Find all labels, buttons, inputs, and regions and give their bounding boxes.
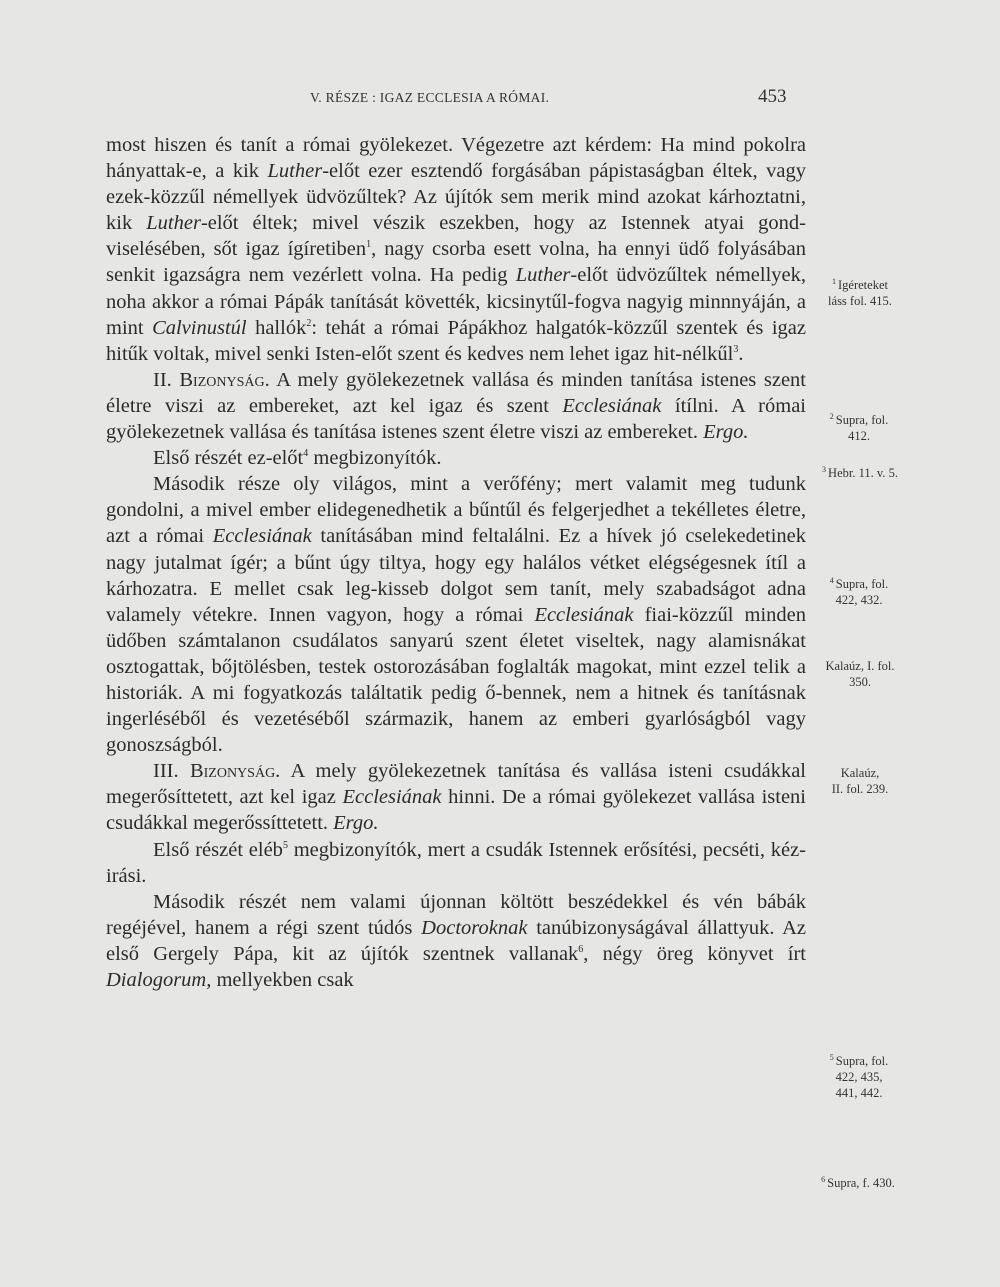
footnote-ref-2: 2 bbox=[306, 317, 312, 329]
text-run: megbizonyítók. bbox=[308, 447, 442, 470]
paragraph-3 bbox=[106, 445, 806, 471]
note-line: Supra, fol. bbox=[835, 577, 889, 592]
note-line: 422, 432. bbox=[835, 593, 883, 608]
note-line: láss fol. 415. bbox=[828, 294, 892, 309]
italic-name: Calvinustúl bbox=[152, 316, 247, 339]
text-run: Második része oly világos, mint a verőfény; mert valamit meg tudunk gondolni, a mivel ember elidegenedhetik a bűntűl és felgerjedhet a tekélletes életre, azt a római bbox=[106, 473, 806, 548]
note-line: Supra, fol. bbox=[835, 413, 889, 428]
note-number: 4 bbox=[829, 576, 834, 585]
text-run: , négy öreg könyvet írt bbox=[583, 942, 806, 965]
text-run: hinni. De a római gyölekezet vallása isteni csudákkal megerőssíttetett. bbox=[106, 786, 806, 835]
section-heading: III. Bizonyság. bbox=[153, 760, 281, 783]
italic-name: Luther bbox=[146, 212, 201, 235]
paragraph-6 bbox=[106, 837, 806, 889]
text-run: -előt üdvözűltek némellyek, noha akkor a római Pápák tanítását követték, kicsinytűl-fogva nagyig minnnyáján, a mint bbox=[106, 264, 806, 339]
italic-term: Ergo. bbox=[333, 812, 379, 835]
section-heading: II. Bizonyság. bbox=[153, 368, 270, 391]
italic-term: Ecclesiának bbox=[562, 394, 662, 417]
text-run: A mely gyölekezetnek tanítása és vallása isteni csudákkal megerősíttetett, azt kel igaz bbox=[106, 760, 806, 809]
note-line: 422, 435, bbox=[835, 1070, 883, 1085]
note-line: 412. bbox=[848, 429, 870, 444]
paragraph-5 bbox=[106, 758, 806, 836]
main-text bbox=[106, 132, 806, 993]
note-line: II. fol. 239. bbox=[831, 782, 889, 796]
note-line: Supra, fol. bbox=[835, 1054, 889, 1069]
note-line: 350. bbox=[849, 675, 871, 689]
paragraph-4 bbox=[106, 471, 806, 758]
footnote-ref-1: 1 bbox=[366, 239, 372, 251]
footnote-ref-6: 6 bbox=[578, 944, 584, 956]
text-run: A mely gyölekezetnek vallása és minden tanítása istenes szent életre viszi az embereket, azt kel igaz és szent bbox=[106, 368, 806, 417]
note-number: 2 bbox=[829, 412, 834, 421]
margin-note-kalauz-1 bbox=[812, 658, 908, 690]
paragraph-2 bbox=[106, 367, 806, 445]
text-run: tanúbizonyságával állattyuk. Az első Gergely Pápa, kit az újítók szentnek vallanak bbox=[106, 916, 807, 965]
note-number: 1 bbox=[832, 277, 837, 286]
italic-name: Luther bbox=[267, 160, 323, 183]
text-run: most hiszen és tanít a római gyölekezet. Végezetre azt kérdem: Ha mind pokolra hányattak-e, a kik bbox=[106, 134, 806, 183]
text-run: hallók bbox=[246, 316, 307, 339]
margin-note-5 bbox=[814, 1050, 904, 1101]
text-run: . bbox=[738, 342, 744, 365]
text-run: : tehát a római Pápákhoz halgatók-közzűl szentek és igaz hitűk voltak, mivel senki Isten-előt szent és kedves nem lehet igaz hit-nélkűl bbox=[106, 316, 806, 365]
paragraph-1 bbox=[106, 132, 806, 367]
note-line: Supra, f. 430. bbox=[827, 1176, 895, 1191]
italic-name: Luther bbox=[515, 264, 571, 287]
note-line: Hebr. 11. v. 5. bbox=[828, 466, 898, 481]
margin-note-2 bbox=[814, 409, 904, 444]
text-run: ítílni. A római gyölekezetnek vallása és tanítása istenes szent életre viszi az embereket. bbox=[106, 394, 807, 444]
note-line: Kalaúz, I. fol. bbox=[825, 659, 895, 673]
margin-note-6 bbox=[808, 1172, 908, 1191]
footnote-ref-5: 5 bbox=[282, 839, 288, 851]
paragraph-7 bbox=[106, 889, 806, 993]
italic-term: Ecclesiának bbox=[212, 525, 312, 548]
margin-note-4 bbox=[814, 573, 904, 608]
note-number: 3 bbox=[822, 465, 827, 474]
margin-note-3 bbox=[812, 462, 908, 481]
page-number: 453 bbox=[758, 86, 787, 107]
italic-term: Dialogorum, bbox=[106, 969, 212, 991]
footnote-ref-3: 3 bbox=[733, 343, 739, 355]
note-line: Igéreteket bbox=[838, 278, 888, 293]
text-run: mellyekben csak bbox=[211, 969, 354, 991]
text-run: megbizonyítók, mert a csudák Istennek erősítési, pecséti, kéz-irási. bbox=[106, 838, 807, 887]
note-number: 6 bbox=[821, 1175, 826, 1184]
italic-term: Ergo. bbox=[703, 421, 749, 444]
italic-term: Ecclesiának bbox=[534, 603, 634, 626]
italic-term: Ecclesiának bbox=[342, 786, 442, 809]
text-run: fiai-közzűl minden üdőben számtalanon csudálatos sanyarú szent életet viseltek, nagy alamisnákat osztogattak, bőjtölésben, testek ostorozásában foglalták magokat, mint ezzel telik a historiák. A mi fogyatkozás találtatik pedig ő-bennek, nem a hitnek és tanításnak ingerléséből és vezetéséből származik, hanem az emberi gyarlóságból vagy gonoszságból. bbox=[106, 603, 806, 757]
running-head: V. RÉSZE : IGAZ ECCLESIA A RÓMAI. bbox=[310, 90, 550, 105]
italic-term: Doctoroknak bbox=[421, 916, 528, 939]
text-run: tanításában mind feltalálni. Ez a hívek jó cselekedetinek nagy jutalmat ígér; a bűnt úgy tiltya, hogy egy halálos vétket elégségesnek ítíl a kárhozatra. E mellet csak leg-kisseb dolgot sem tanít, mely szabadságot adna valamely vétekre. Innen vagyon, hogy a római bbox=[106, 525, 806, 626]
text-run: Második részét nem valami újonnan költött beszédekkel és vén bábák regéjével, hanem a régi szent túdós bbox=[106, 890, 806, 939]
text-run: -előt éltek; mivel vészik eszekben, hogy az Istennek atyai gond-viselésében, sőt igaz ígíretiben bbox=[106, 212, 807, 261]
note-number: 5 bbox=[829, 1053, 834, 1062]
text-run: Első részét eléb bbox=[153, 838, 283, 861]
margin-note-1 bbox=[812, 274, 908, 309]
text-run: , nagy csorba esett volna, ha ennyi üdő folyásában senkit igazságra nem vezérlett volna. Ha pedig bbox=[106, 238, 806, 287]
note-line: Kalaúz, bbox=[840, 766, 880, 780]
text-run: -előt ezer esztendő forgásában pápistaságban éltek, vagy ezek-közzűl némellyek üdvözűltek? Az újítók sem merik mind azokat kárhoztatni, kik bbox=[106, 160, 806, 235]
text-run: Első részét ez-előt bbox=[153, 447, 304, 470]
note-line: 441, 442. bbox=[835, 1086, 883, 1101]
margin-note-kalauz-2 bbox=[812, 765, 908, 797]
footnote-ref-4: 4 bbox=[303, 448, 309, 460]
